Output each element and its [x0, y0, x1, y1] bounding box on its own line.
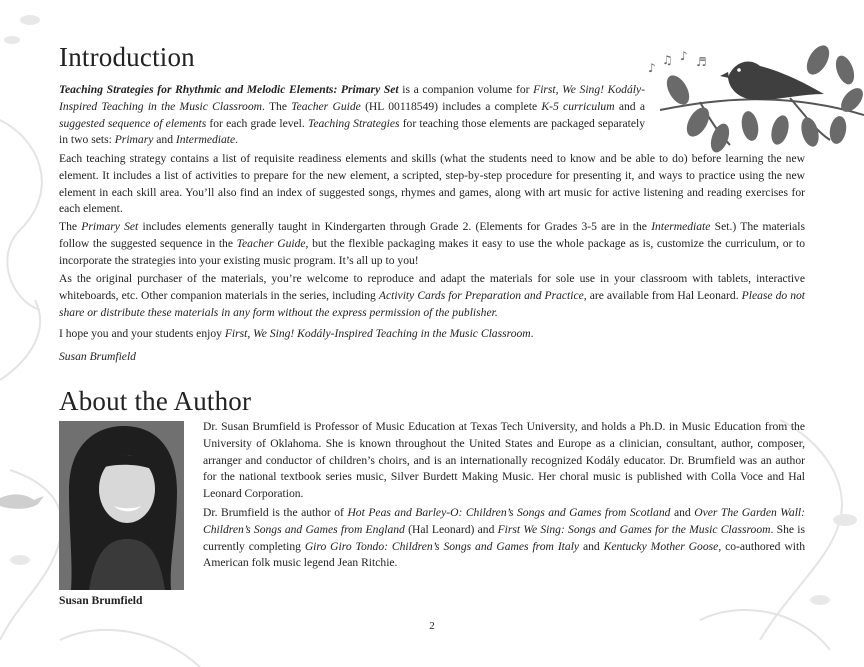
author-photo [59, 421, 184, 590]
author-paragraph-2: Dr. Brumfield is the author of Hot Peas and Barley-O: Children’s Songs and Games from Scotland and Over The Garden Wall: Children’s Songs and Games from England (Hal Leonard) and First We Sing: Songs and Games for the Music Classroom. She is currently completing Giro Giro Tondo: Children’s Songs and Games from Italy and Kentucky Mother Goose, co-authored with American folk music legend Jean Ritchie. [203, 506, 806, 570]
svg-text:♪: ♪ [680, 49, 688, 63]
svg-text:♬: ♬ [696, 55, 707, 69]
photo-caption: Susan Brumfield [59, 594, 143, 607]
svg-text:♪: ♪ [648, 61, 656, 75]
page-number: 2 [429, 620, 435, 632]
intro-paragraph-2: Each teaching strategy contains a list of requisite readiness elements and skills (what the students need to know and be able to do) before learning the new element. It includes a list of activities to prepare for the new element, a scripted, step-by-step procedure for presenting it, and ways to practice using the new element in each skill area. You’ll also find an index of suggested songs, rhymes and games, along with art music for active listening and reading exercises for each element. [59, 152, 805, 216]
intro-paragraph-3: The Primary Set includes elements generally taught in Kindergarten through Grade 2. (Elements for Grades 3-5 are in the Intermediate Set.) The materials follow the suggested sequence in the Teacher Guide, but the flexible packaging makes it easy to use the whole package as is, customize the curriculum, or to incorporate the strategies into your existing music program. It’s all up to you! [59, 220, 806, 267]
intro-signature: Susan Brumfield [59, 350, 136, 363]
intro-paragraph-5: I hope you and your students enjoy First, We Sing! Kodály-Inspired Teaching in the Music Classroom. [59, 327, 534, 340]
author-portrait-icon [59, 421, 184, 590]
svg-text:♫: ♫ [662, 53, 673, 67]
intro-paragraph-1: Teaching Strategies for Rhythmic and Melodic Elements: Primary Set is a companion volume for First, We Sing! Kodály-Inspired Teaching in the Music Classroom. The Teacher Guide (HL 00118549) includes a complete K-5 curriculum and a suggested sequence of elements for each grade level. Teaching Strategies for teaching those elements are packaged separately in two sets: Primary and Intermediate. [59, 83, 646, 147]
author-paragraph-1: Dr. Susan Brumfield is Professor of Music Education at Texas Tech University, and holds a Ph.D. in Music Education from the University of Oklahoma. She is known throughout the United States and Europe as a clinician, consultant, author, composer, arranger and conductor of children’s choirs, and is an internationally recognized Kodály educator. Dr. Brumfield was an author for the national textbook series music, Silver Burdett Making Music. Her choral music is published with Colla Voce and Hal Leonard Corporation. [203, 420, 805, 501]
introduction-heading: Introduction [59, 42, 195, 72]
small-bird-left-icon [0, 494, 44, 508]
about-author-heading: About the Author [59, 386, 252, 416]
intro-paragraph-4: As the original purchaser of the materials, you’re welcome to reproduce and adapt the materials for sole use in your classroom with tablets, interactive whiteboards, etc. Other companion materials in the series, including Activity Cards for Preparation and Practice, are available from Hal Leonard. Please do not share or distribute these materials in any form without the express permission of the publisher. [59, 272, 806, 319]
bird-on-branch-icon [640, 20, 864, 160]
